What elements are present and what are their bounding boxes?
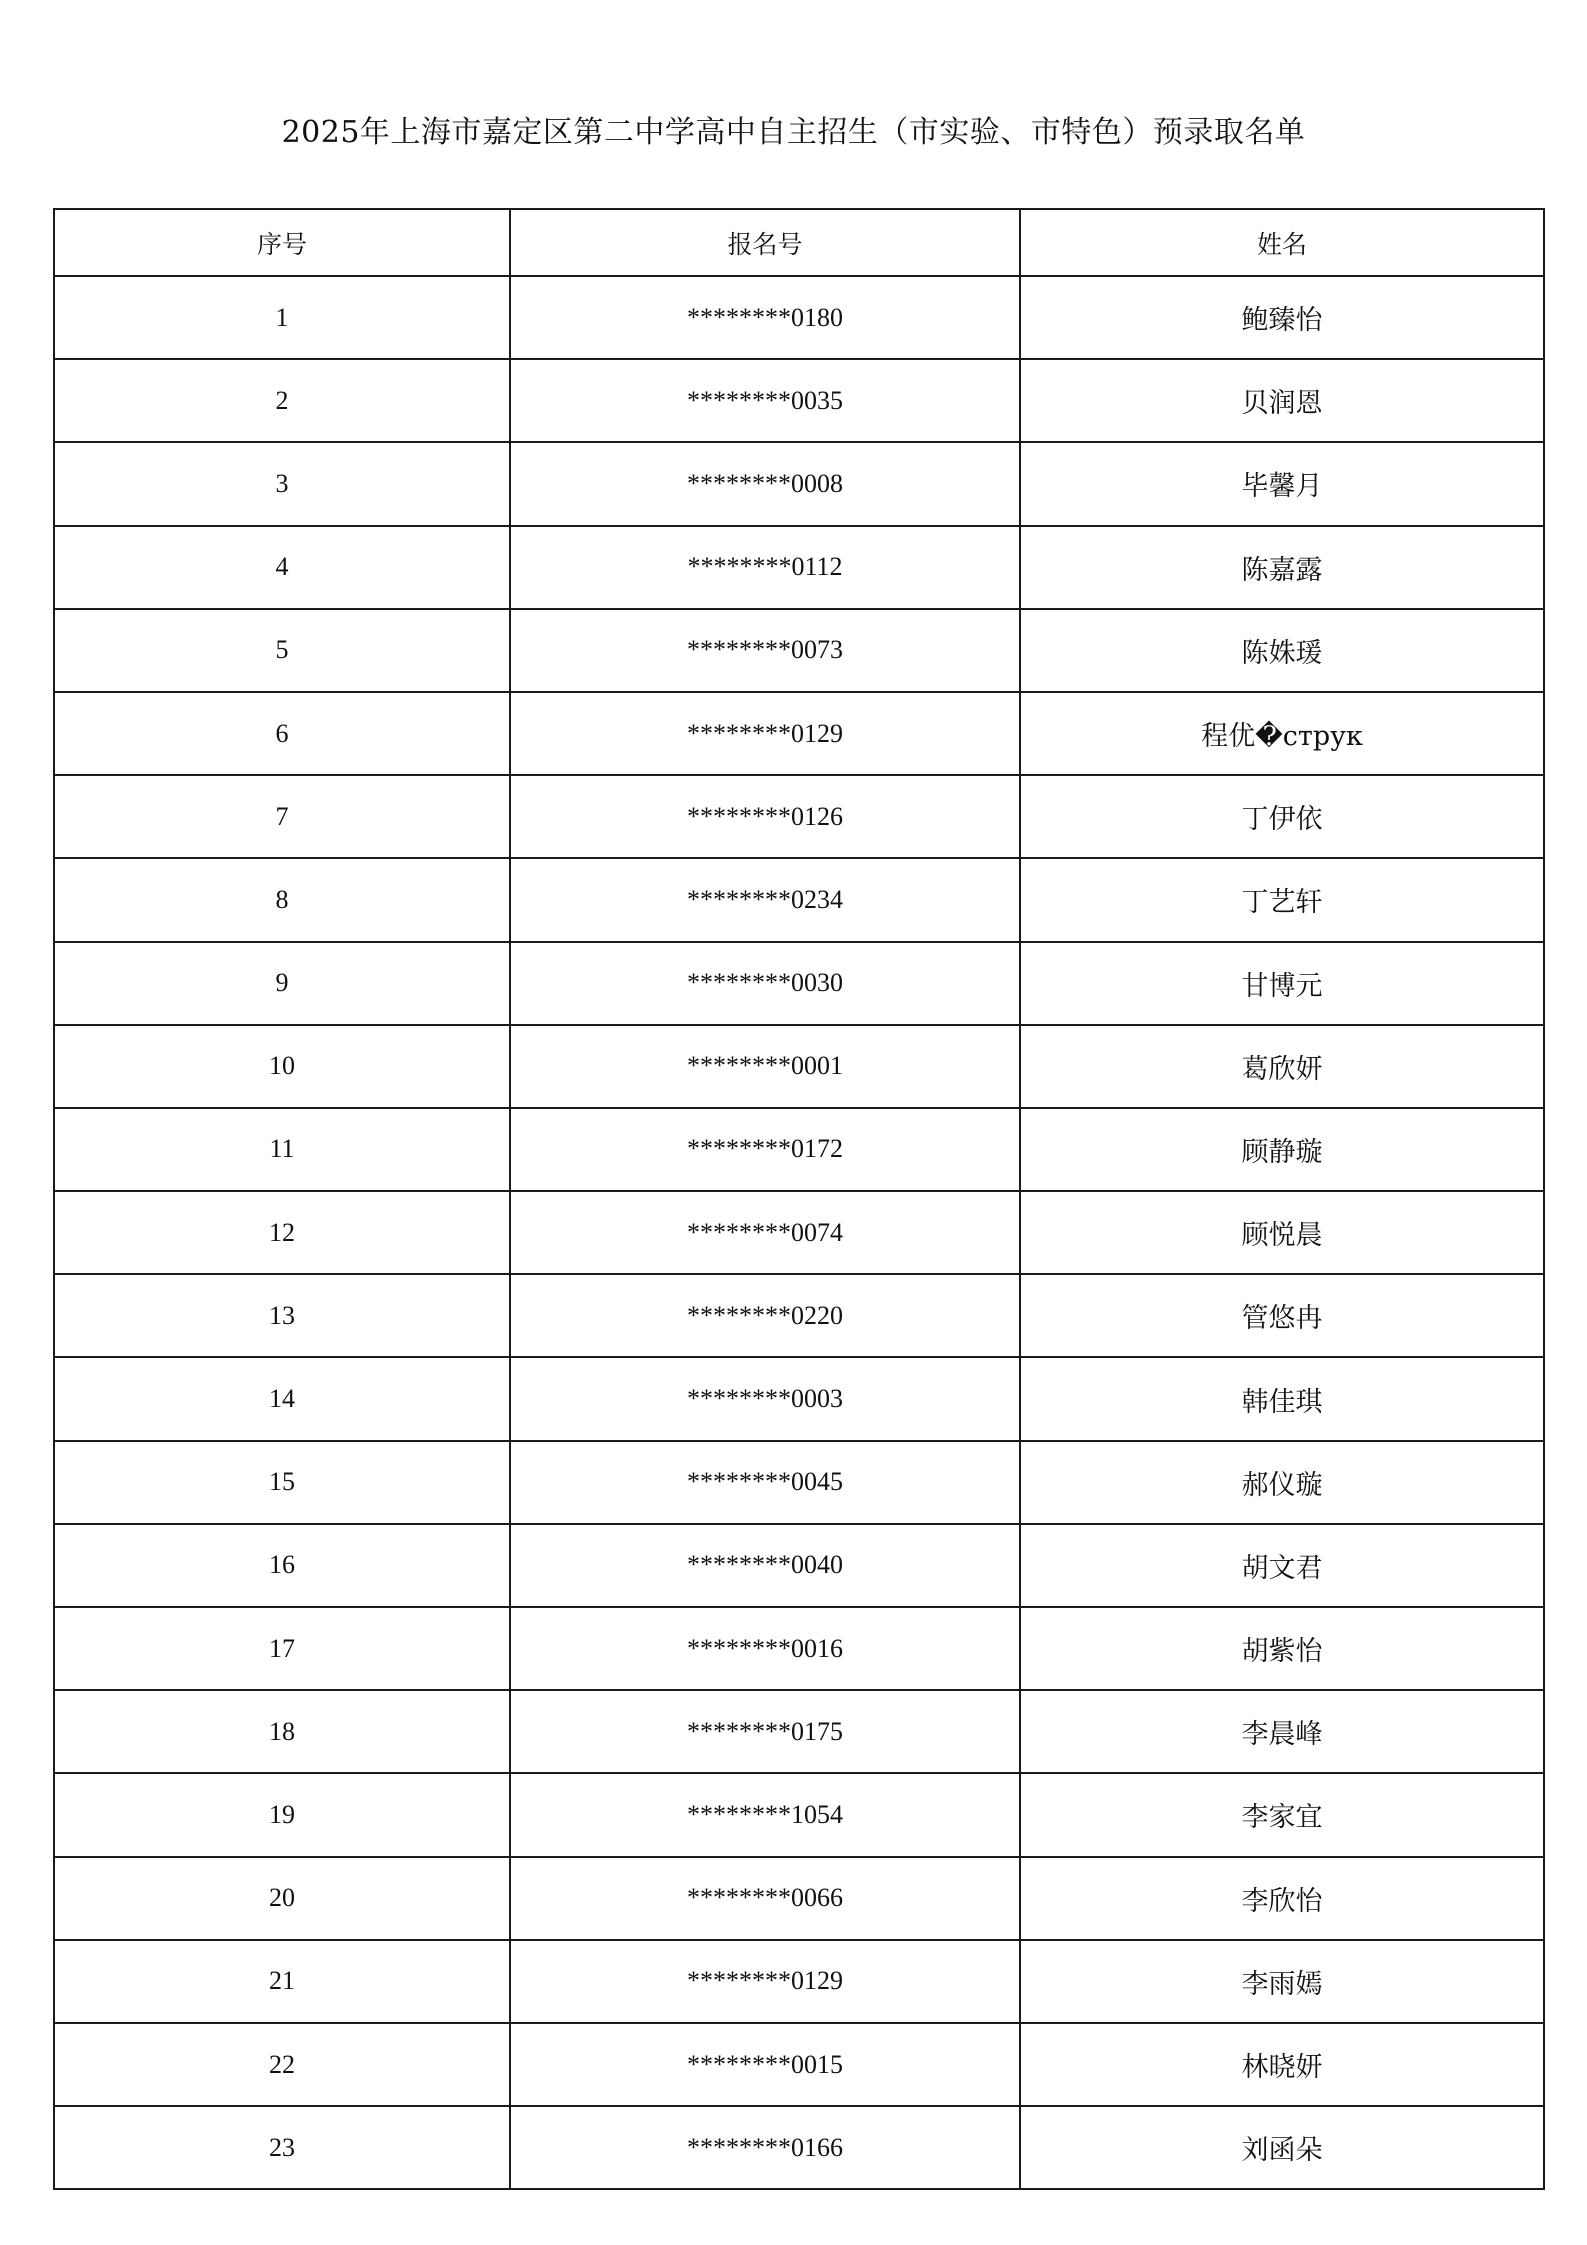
cell-reg-no: ********0001 — [510, 1025, 1020, 1108]
cell-seq: 10 — [54, 1025, 510, 1108]
cell-name: 陈姝瑗 — [1020, 609, 1544, 692]
table-row — [54, 2023, 1544, 2106]
cell-reg-no: ********0040 — [510, 1524, 1020, 1607]
header-reg-no: 报名号 — [510, 209, 1020, 276]
cell-seq: 20 — [54, 1857, 510, 1940]
table-row — [54, 1690, 1544, 1773]
cell-seq: 11 — [54, 1108, 510, 1191]
cell-name: 林晓妍 — [1020, 2023, 1544, 2106]
cell-seq: 5 — [54, 609, 510, 692]
table-body — [54, 276, 1544, 2189]
cell-reg-no: ********0129 — [510, 1940, 1020, 2023]
cell-seq: 16 — [54, 1524, 510, 1607]
table-row — [54, 1191, 1544, 1274]
table-row — [54, 1441, 1544, 1524]
table-row — [54, 1524, 1544, 1607]
table-row — [54, 1607, 1544, 1690]
cell-reg-no: ********0066 — [510, 1857, 1020, 1940]
cell-name: 丁伊依 — [1020, 775, 1544, 858]
cell-name: 李欣怡 — [1020, 1857, 1544, 1940]
cell-seq: 19 — [54, 1773, 510, 1856]
cell-name: 贝润恩 — [1020, 359, 1544, 442]
cell-seq: 9 — [54, 942, 510, 1025]
table-row — [54, 1357, 1544, 1440]
cell-reg-no: ********0180 — [510, 276, 1020, 359]
cell-seq: 22 — [54, 2023, 510, 2106]
header-name: 姓名 — [1020, 209, 1544, 276]
table-row — [54, 359, 1544, 442]
cell-name: 程优�струк — [1020, 692, 1544, 775]
header-seq: 序号 — [54, 209, 510, 276]
document-title: 2025年上海市嘉定区第二中学高中自主招生（市实验、市特色）预录取名单 — [281, 115, 1306, 150]
cell-name: 鲍臻怡 — [1020, 276, 1544, 359]
table-row — [54, 1940, 1544, 2023]
cell-name: 李晨峰 — [1020, 1690, 1544, 1773]
cell-reg-no: ********0126 — [510, 775, 1020, 858]
cell-seq: 13 — [54, 1274, 510, 1357]
cell-reg-no: ********0175 — [510, 1690, 1020, 1773]
cell-reg-no: ********1054 — [510, 1773, 1020, 1856]
cell-seq: 21 — [54, 1940, 510, 2023]
cell-name: 甘博元 — [1020, 942, 1544, 1025]
cell-reg-no: ********0035 — [510, 359, 1020, 442]
cell-reg-no: ********0220 — [510, 1274, 1020, 1357]
cell-name: 顾静璇 — [1020, 1108, 1544, 1191]
cell-seq: 4 — [54, 526, 510, 609]
cell-seq: 15 — [54, 1441, 510, 1524]
table-row — [54, 775, 1544, 858]
table-row — [54, 1773, 1544, 1856]
table-row — [54, 858, 1544, 941]
table-row — [54, 2106, 1544, 2189]
cell-name: 胡文君 — [1020, 1524, 1544, 1607]
table-row — [54, 1274, 1544, 1357]
cell-reg-no: ********0166 — [510, 2106, 1020, 2189]
cell-seq: 7 — [54, 775, 510, 858]
cell-reg-no: ********0073 — [510, 609, 1020, 692]
cell-reg-no: ********0172 — [510, 1108, 1020, 1191]
cell-reg-no: ********0234 — [510, 858, 1020, 941]
cell-name: 胡紫怡 — [1020, 1607, 1544, 1690]
cell-seq: 2 — [54, 359, 510, 442]
cell-reg-no: ********0003 — [510, 1357, 1020, 1440]
cell-reg-no: ********0008 — [510, 442, 1020, 525]
cell-reg-no: ********0016 — [510, 1607, 1020, 1690]
table-row — [54, 526, 1544, 609]
cell-name: 管悠冉 — [1020, 1274, 1544, 1357]
table-header-row — [54, 209, 1544, 276]
cell-reg-no: ********0045 — [510, 1441, 1020, 1524]
cell-seq: 1 — [54, 276, 510, 359]
cell-reg-no: ********0015 — [510, 2023, 1020, 2106]
cell-name: 李家宜 — [1020, 1773, 1544, 1856]
cell-seq: 14 — [54, 1357, 510, 1440]
cell-name: 顾悦晨 — [1020, 1191, 1544, 1274]
cell-name: 葛欣妍 — [1020, 1025, 1544, 1108]
table-row — [54, 1025, 1544, 1108]
cell-name: 刘函朵 — [1020, 2106, 1544, 2189]
cell-name: 韩佳琪 — [1020, 1357, 1544, 1440]
cell-seq: 23 — [54, 2106, 510, 2189]
cell-reg-no: ********0129 — [510, 692, 1020, 775]
cell-seq: 8 — [54, 858, 510, 941]
cell-name: 毕馨月 — [1020, 442, 1544, 525]
cell-name: 李雨嫣 — [1020, 1940, 1544, 2023]
table-row — [54, 692, 1544, 775]
cell-seq: 12 — [54, 1191, 510, 1274]
cell-seq: 18 — [54, 1690, 510, 1773]
cell-name: 郝仪璇 — [1020, 1441, 1544, 1524]
cell-seq: 3 — [54, 442, 510, 525]
table-row — [54, 1857, 1544, 1940]
cell-reg-no: ********0030 — [510, 942, 1020, 1025]
table-row — [54, 276, 1544, 359]
table-row — [54, 942, 1544, 1025]
cell-reg-no: ********0112 — [510, 526, 1020, 609]
cell-reg-no: ********0074 — [510, 1191, 1020, 1274]
cell-name: 陈嘉露 — [1020, 526, 1544, 609]
table-row — [54, 609, 1544, 692]
cell-seq: 6 — [54, 692, 510, 775]
cell-name: 丁艺轩 — [1020, 858, 1544, 941]
table-row — [54, 442, 1544, 525]
table-row — [54, 1108, 1544, 1191]
admission-list-table — [53, 208, 1545, 2190]
cell-seq: 17 — [54, 1607, 510, 1690]
